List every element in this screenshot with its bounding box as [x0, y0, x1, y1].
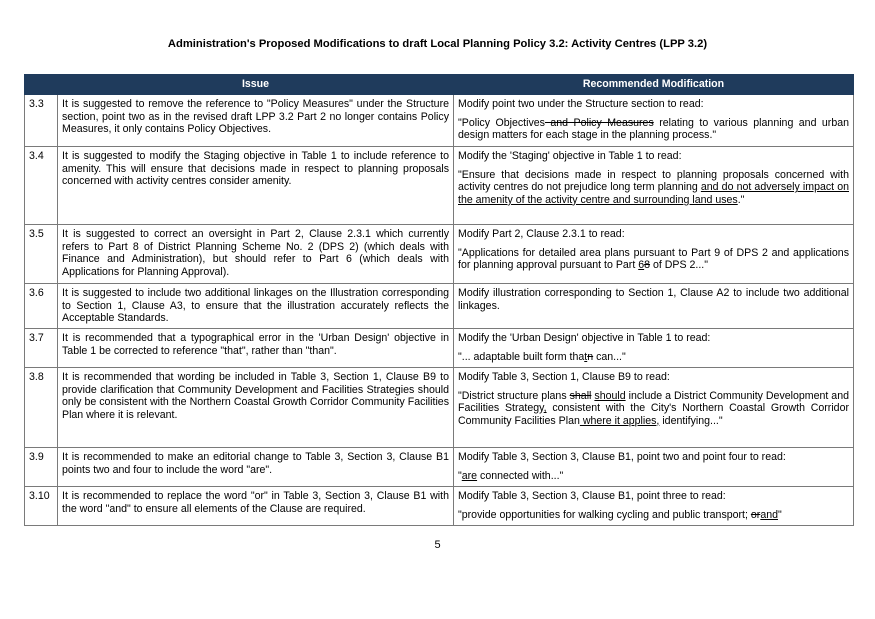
- modification-cell: [454, 487, 854, 526]
- quote-text: .": [737, 193, 745, 206]
- modification-quote: [458, 470, 849, 483]
- row-number: 3.9: [25, 448, 58, 487]
- table-row: [25, 284, 854, 329]
- deleted-text: shall: [569, 389, 592, 402]
- quote-text: include a District Community Development and Facilities Strategy: [458, 389, 849, 415]
- row-number: 3.5: [25, 225, 58, 284]
- quote-text: "... adaptable built form tha: [458, 350, 585, 363]
- table-row: [25, 368, 854, 448]
- inserted-text: where it applies,: [579, 414, 660, 427]
- inserted-text: and: [760, 508, 778, 521]
- modification-cell: [454, 284, 854, 329]
- row-number: 3.10: [25, 487, 58, 526]
- modification-cell: [454, 95, 854, 147]
- quote-text: identifying...": [659, 414, 723, 427]
- issue-text: It is suggested to remove the reference to "Policy Measures" under the Structure section, point two as in the revised draft LPP 3.2 Part 2 no longer contains Policy Measures, it only contains Policy Objectives.: [58, 95, 454, 147]
- modification-intro: Modify Table 3, Section 1, Clause B9 to read:: [458, 371, 670, 383]
- modifications-table: [24, 74, 854, 526]
- modification-intro: Modify illustration corresponding to Section 1, Clause A2 to include two additional linkages.: [458, 287, 849, 312]
- modification-quote: [458, 169, 849, 207]
- quote-text: of DPS 2...": [650, 259, 708, 272]
- page-number: 5: [434, 539, 441, 551]
- table-row: [25, 487, 854, 526]
- issue-text: It is recommended that a typographical error in the 'Urban Design' objective in Table 1 be corrected to reference "that", rather than "than".: [58, 329, 454, 368]
- quote-text: "Applications for detailed area plans pursuant to Part 9 of DPS 2 and applications for planning approval pursuant to Part: [458, 246, 849, 272]
- modification-quote: [458, 247, 849, 272]
- modification-quote: [458, 390, 849, 428]
- header-issue: Issue: [58, 75, 454, 95]
- issue-text: It is recommended that wording be included in Table 3, Section 1, Clause B9 to provide clarification that Community Development and Facilities Strategies should only be consistent with the Northern Coastal Growth Corridor Community Facilities Plan where it is relevant.: [58, 368, 454, 448]
- issue-text: It is suggested to include two additional linkages on the Illustration corresponding to Section 1, Clause A3, to ensure that the illustration accurately reflects the Acceptable Standards.: [58, 284, 454, 329]
- table-row: [25, 95, 854, 147]
- modification-cell: [454, 329, 854, 368]
- inserted-text: are: [461, 469, 478, 482]
- quote-text: can...": [593, 350, 626, 363]
- inserted-text: ,: [543, 402, 547, 415]
- quote-text: relating to various planning and urban design matters for each stage in the planning process.": [458, 116, 850, 142]
- deleted-text: n: [587, 350, 594, 363]
- quote-text: "provide opportunities for walking cycling and public transport;: [458, 508, 751, 521]
- issue-text: It is suggested to correct an oversight in Part 2, Clause 2.3.1 which currently refers to Part 8 of District Planning Scheme No. 2 (DPS 2) (which deals with Finance and Administration), but should refer to Part 6 (which deals with Applications for Planning Approval).: [58, 225, 454, 284]
- header-modification: Recommended Modification: [454, 75, 854, 95]
- modification-intro: Modify the 'Staging' objective in Table 1 to read:: [458, 150, 682, 162]
- issue-text: It is suggested to modify the Staging objective in Table 1 to include reference to amenity. This will ensure that decisions made in respect to planning proposals concerned with activity centres consider amenity.: [58, 147, 454, 225]
- row-number: 3.6: [25, 284, 58, 329]
- modification-intro: Modify point two under the Structure section to read:: [458, 98, 704, 110]
- modification-quote: [458, 509, 849, 522]
- modification-intro: Modify Part 2, Clause 2.3.1 to read:: [458, 228, 625, 240]
- table-row: [25, 448, 854, 487]
- modification-quote: [458, 117, 849, 142]
- inserted-text: 6: [638, 259, 645, 272]
- page-title: Administration's Proposed Modifications to draft Local Planning Policy 3.2: Activity Centres (LPP 3.2): [167, 38, 708, 50]
- quote-text: connected with...": [477, 469, 564, 482]
- row-number: 3.4: [25, 147, 58, 225]
- header-number: [25, 75, 58, 95]
- quote-text: "Policy Objectives: [458, 116, 545, 129]
- quote-text: ": [458, 469, 462, 482]
- inserted-text: and do not adversely impact on the amenity of the activity centre and surrounding land uses: [458, 181, 849, 206]
- modification-cell: [454, 368, 854, 448]
- quote-text: consistent with the City's Northern Coastal Growth Corridor Community Facilities Plan: [458, 402, 849, 427]
- table-row: [25, 147, 854, 225]
- row-number: 3.3: [25, 95, 58, 147]
- row-number: 3.7: [25, 329, 58, 368]
- deleted-text: or: [750, 508, 761, 521]
- issue-text: It is recommended to replace the word "or" in Table 3, Section 3, Clause B1 with the word "and" to ensure all elements of the Clause are required.: [58, 487, 454, 526]
- table-row: [25, 225, 854, 284]
- quote-text: ": [778, 508, 782, 521]
- modification-cell: [454, 225, 854, 284]
- table-header-row: [25, 75, 854, 95]
- issue-text: It is recommended to make an editorial change to Table 3, Section 3, Clause B1 points two and four to include the word "are".: [58, 448, 454, 487]
- row-number: 3.8: [25, 368, 58, 448]
- modification-intro: Modify Table 3, Section 3, Clause B1, point two and point four to read:: [458, 451, 786, 463]
- quote-text: "District structure plans: [458, 389, 570, 402]
- modification-cell: [454, 448, 854, 487]
- modification-cell: [454, 147, 854, 225]
- modification-intro: Modify Table 3, Section 3, Clause B1, point three to read:: [458, 490, 726, 502]
- quote-text: "Ensure that decisions made in respect to planning proposals concerned with activity centres do not prejudice long term planning: [458, 168, 849, 194]
- inserted-text: should: [594, 389, 626, 402]
- inserted-text: t: [584, 350, 588, 363]
- table-row: [25, 329, 854, 368]
- deleted-text: and Policy Measures: [544, 116, 654, 129]
- modification-intro: Modify the 'Urban Design' objective in Table 1 to read:: [458, 332, 711, 344]
- modification-quote: [458, 351, 849, 364]
- deleted-text: 8: [644, 259, 651, 272]
